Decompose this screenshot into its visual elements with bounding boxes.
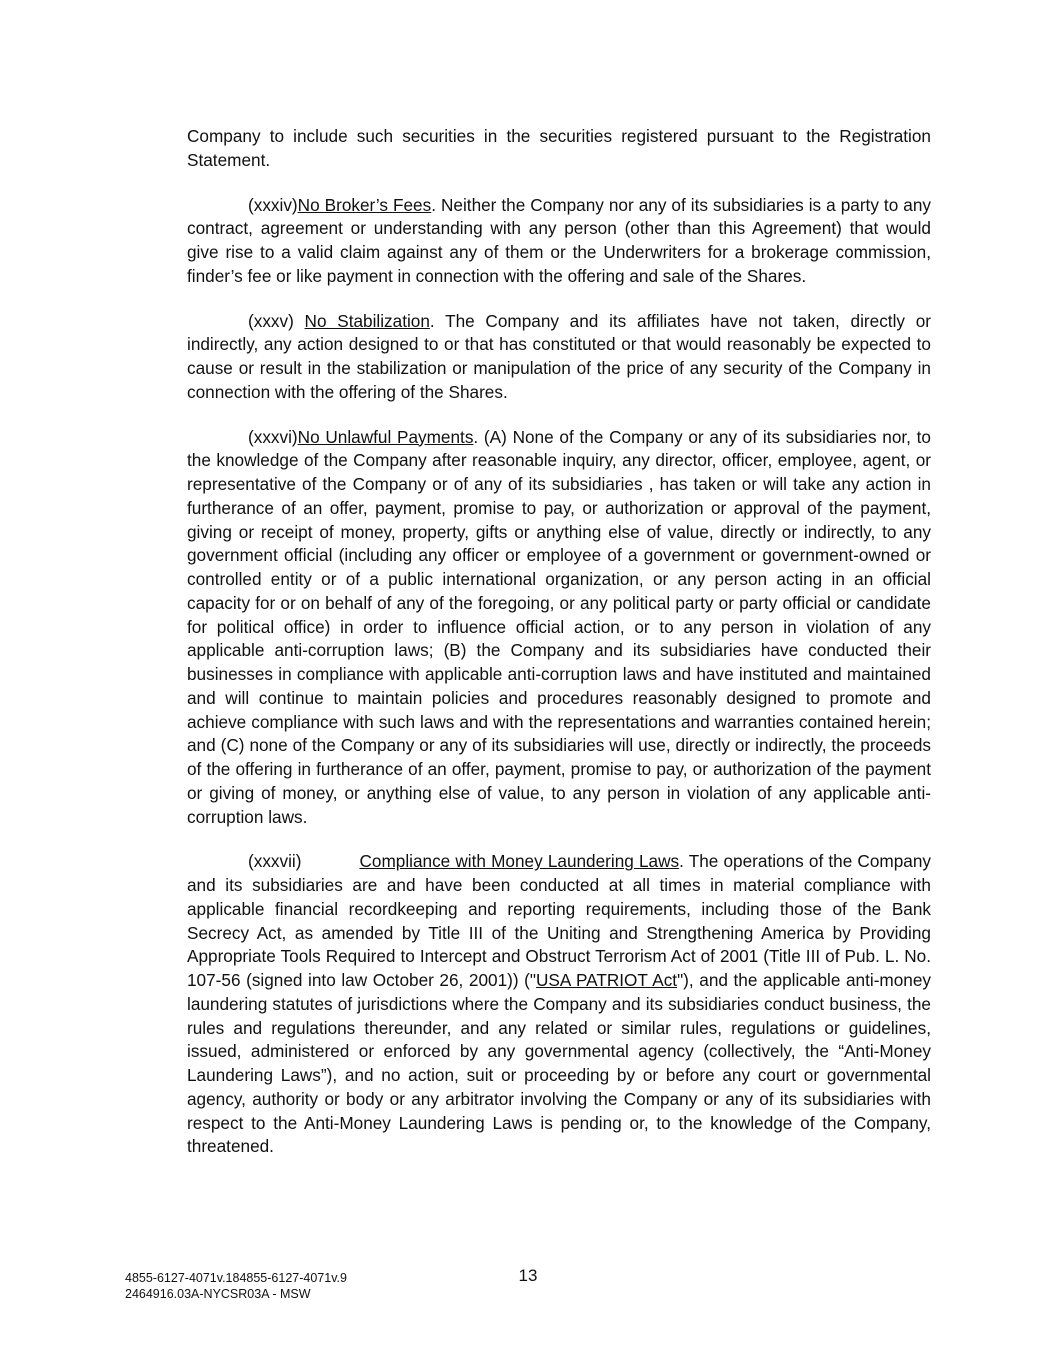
section-xxxvii	[187, 850, 931, 1159]
section-xxxiv	[187, 194, 931, 289]
document-body	[187, 125, 931, 1180]
continuation-paragraph: Company to include such securities in the securities registered pursuant to the Registration Statement.	[187, 126, 931, 170]
defined-term: USA PATRIOT Act	[536, 970, 678, 990]
section-heading: Compliance with Money Laundering Laws	[359, 851, 680, 872]
section-text: . (A) None of the Company or any of its subsidiaries nor, to the knowledge of the Company after reasonable inquiry, any director, officer, employee, agent, or representative of the Company or of any of its subsidiaries , has taken or will take any action in furtherance of an offer, payment, promise to pay, or authorization or approval of the payment, giving or receipt of money, property, gifts or anything else of value, directly or indirectly, to any government official (including any officer or employee of a government or government-owned or controlled entity or of a public international organization, or any person acting in an official capacity for or on behalf of any of the foregoing, or any political party or party official or candidate for political office) in order to influence official action, or to any person in violation of any applicable anti-corruption laws; (B) the Company and its subsidiaries have conducted their businesses in compliance with applicable anti-corruption laws and have instituted and maintained and will continue to maintain policies and procedures reasonably designed to promote and achieve compliance with such laws and with the representations and warranties contained herein; and (C) none of the Company or any of its subsidiaries will use, directly or indirectly, the proceeds of the offering in furtherance of an offer, payment, promise to pay, or authorization of the payment or giving of money, or anything else of value, to any person in violation of any applicable anti-corruption laws.	[187, 426, 931, 827]
section-xxxv	[187, 310, 931, 405]
footer-doc-id-line-2: 2464916.03A-NYCSR03A - MSW	[125, 1287, 311, 1301]
footer-document-id	[125, 1270, 347, 1302]
section-heading: No Broker’s Fees	[297, 194, 432, 215]
section-number: (xxxv)	[248, 310, 305, 331]
section-text: . The operations of the Company and its subsidiaries are and have been conducted at all times in material compliance with applicable financial recordkeeping and reporting requirements, including those of the Bank Secrecy Act, as amended by Title III of the Uniting and Strengthening America by Providing Appropriate Tools Required to Intercept and Obstruct Terrorism Act of 2001 (Title III of Pub. L. No. 107-56 (signed into law October 26, 2001)) ("	[187, 851, 931, 990]
section-text-continued: "), and the applicable anti-money laundering statutes of jurisdictions where the Company and its subsidiaries conduct business, the rules and regulations thereunder, and any related or similar rules, regulations or guidelines, issued, administered or enforced by any governmental agency (collectively, the “Anti-Money Laundering Laws”), and no action, suit or proceeding by or before any court or governmental agency, authority or body or any arbitrator involving the Company or any of its subsidiaries with respect to the Anti-Money Laundering Laws is pending or, to the knowledge of the Company, threatened.	[187, 970, 931, 1157]
section-text: . The Company and its affiliates have not taken, directly or indirectly, any action designed to or that has constituted or that would reasonably be expected to cause or result in the stabilization or manipulation of the price of any security of the Company in connection with the offering of the Shares.	[187, 310, 931, 402]
section-number: (xxxvi)	[248, 426, 298, 447]
section-number: (xxxvii)	[248, 851, 302, 872]
footer-doc-id-line-1: 4855-6127-4071v.184855-6127-4071v.9	[125, 1271, 347, 1285]
section-text: . Neither the Company nor any of its subsidiaries is a party to any contract, agreement or understanding with any person (other than this Agreement) that would give rise to a valid claim against any of them or the Underwriters for a brokerage commission, finder’s fee or like payment in connection with the offering and sale of the Shares.	[187, 194, 931, 286]
section-heading: No Unlawful Payments	[297, 426, 474, 447]
page-number: 13	[518, 1266, 538, 1285]
section-number: (xxxiv)	[248, 194, 298, 215]
section-xxxvi	[187, 426, 931, 830]
section-heading: No Stabilization	[304, 310, 430, 331]
